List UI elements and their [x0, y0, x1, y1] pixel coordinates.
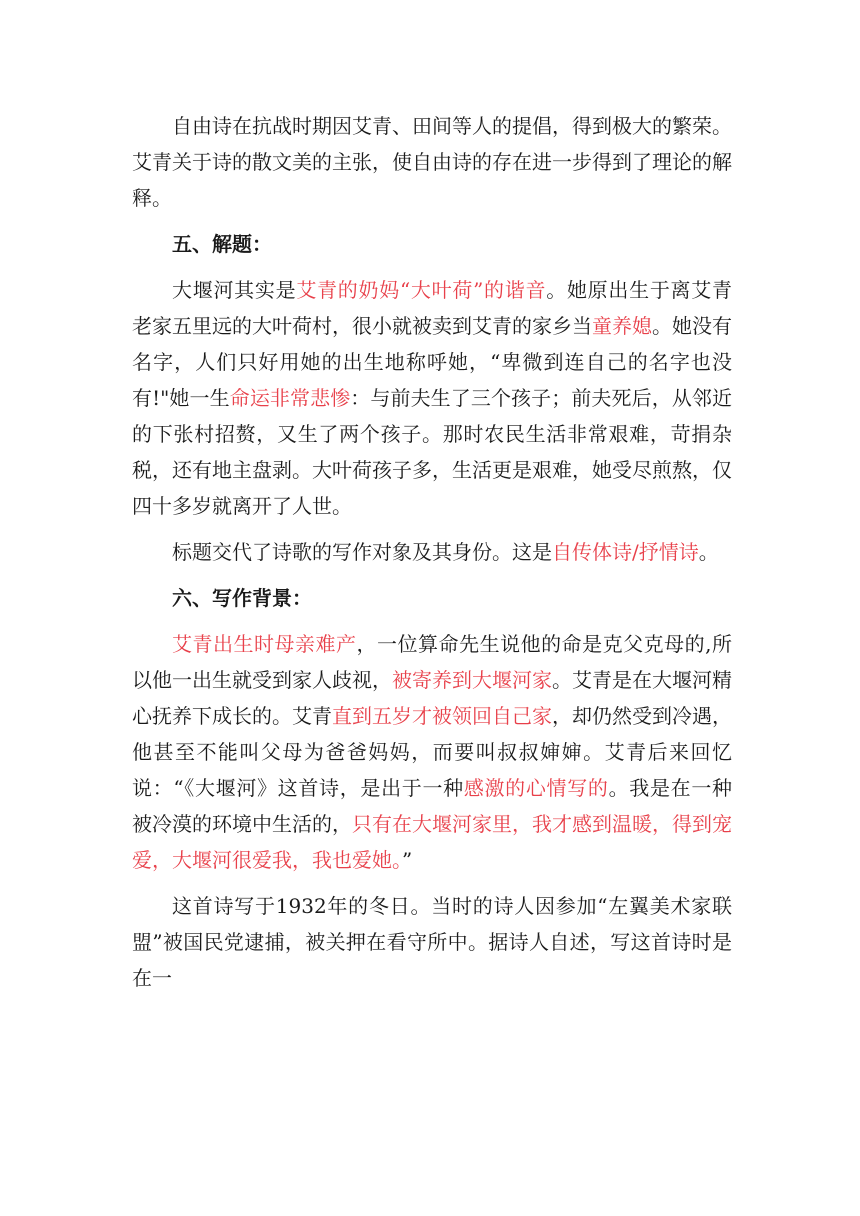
- body-text: 。: [698, 540, 719, 564]
- heading-title-explanation: 五、解题：: [172, 232, 272, 256]
- highlighted-text: 艾青出生时母亲难产: [172, 632, 357, 656]
- highlighted-text: 艾青的奶妈“大叶荷”的谐音: [296, 278, 547, 302]
- paragraph-free-verse: [132, 108, 732, 216]
- body-text: 。艾青是在大堰河精心抚养下成长的。艾青: [132, 668, 732, 728]
- heading-writing-background: 六、写作背景：: [172, 586, 312, 610]
- paragraph-title-summary: [132, 534, 732, 570]
- body-text: ，一位算命先生说他的命是克父克母的,所以他一出生就受到家人歧视，: [132, 632, 732, 692]
- highlighted-text: 命运非常悲惨: [229, 386, 351, 410]
- body-text: 标题交代了诗歌的写作对象及其身份。这是: [172, 540, 552, 564]
- body-text: 自由诗在抗战时期因艾青、田间等人的提倡，得到极大的繁荣。艾青关于诗的散文美的主张，使自由诗的存在进一步得到了理论的解释。: [132, 114, 732, 210]
- highlighted-text: 自传体诗/抒情诗: [552, 540, 699, 564]
- paragraph-title-explanation: [132, 272, 732, 524]
- body-text: ：与前夫生了三个孩子；前夫死后，从邻近的下张村招赘，又生了两个孩子。那时农民生活非常艰难，苛捐杂税，还有地主盘剥。大叶荷孩子多，生活更是艰难，她受尽煎熬，仅四十多岁就离开了人世。: [132, 386, 733, 518]
- highlighted-text: 童养媳: [592, 314, 652, 338]
- body-text: ，却仍然受到冷遇，他甚至不能叫父母为爸爸妈妈，而要叫叔叔婶婶。艾青后来回忆说：“《大堰河》这首诗，是出于一种: [132, 704, 732, 800]
- body-text: 。她没有名字，人们只好用她的出生地称呼她，“卑微到连自己的名字也没有!"她一生: [132, 314, 732, 410]
- highlighted-text: 被寄养到大堰河家: [392, 668, 552, 692]
- body-text: ”: [402, 848, 413, 872]
- document-body: [132, 108, 732, 1006]
- highlighted-text: 感激的心情写的: [463, 776, 609, 800]
- paragraph-poem-date: [132, 888, 732, 996]
- body-text: 大堰河其实是: [172, 278, 297, 302]
- paragraph-background: [132, 626, 732, 878]
- body-text: 。她原出生于离艾青老家五里远的大叶荷村，很小就被卖到艾青的家乡当: [132, 278, 733, 338]
- body-text: 这首诗写于1932年的冬日。当时的诗人因参加“左翼美术家联盟”被国民党逮捕，被关押在看守所中。据诗人自述，写这首诗时是在一: [132, 894, 732, 990]
- highlighted-text: 直到五岁才被领回自己家: [332, 704, 552, 728]
- body-text: 。我是在一种被冷漠的环境中生活的，: [132, 776, 733, 836]
- highlighted-text: 只有在大堰河家里，我才感到温暖，得到宠爱，大堰河很爱我，我也爱她。: [132, 812, 732, 872]
